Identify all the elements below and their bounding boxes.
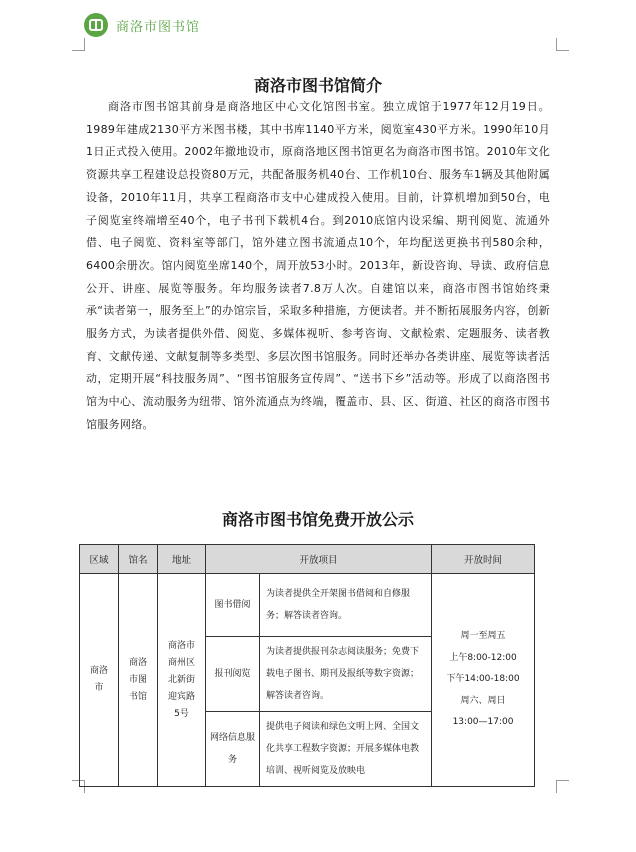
hours-weekday: 周一至周五 [460,631,506,642]
hours-morning: 上午8:00-12:00 [449,652,517,663]
service-content: 为读者提供全开架图书借阅和自修服务；解答读者咨询。 [260,574,432,637]
library-book-icon [84,13,108,37]
margin-mark-top-right [556,38,569,51]
header-items: 开放项目 [206,545,432,574]
header-title: 商洛市图书馆 [116,19,201,35]
open-service-table [79,544,535,787]
intro-paragraph: 商洛市图书馆其前身是商洛地区中心文化馆图书室。独立成馆于1977年12月19日。1989年建成2130平方米图书楼，其中书库1140平方米，阅览室430平方米。1990年10月1日正式投入使用。2002年撤地设市，原商洛地区图书馆更名为商洛市图书馆。2010年文化资源共享工程建设总投资80万元，共配备服务机40台、工作机10台、服务车1辆及其他附属设备，2010年11月，共享工程商洛市支中心建成投入使用。目前，计算机增加到50台，电子阅览室终端增至40个，电子书刊下载机4台。到2010底馆内设采编、期刊阅览、流通外借、电子阅览、资料室等部门，馆外建立图书流通点10个，年均配送更换书刊580余种，6400余册次。馆内阅览坐席140个，周开放53小时。2013年，新设咨询、导读、政府信息公开、讲座、展览等服务。年均服务读者7.8万人次。自建馆以来，商洛市图书馆始终秉承“读者第一，服务至上”的办馆宗旨，采取多种措施，方便读者。并不断拓展服务内容，创新服务方式，为读者提供外借、阅览、多媒体视听、参考咨询、文献检索、定题服务、读者教育、文献传递、文献复制等多类型、多层次图书馆服务。同时还举办各类讲座、展览等读者活动，定期开展“科技服务周”、“图书馆服务宣传周”、“送书下乡”活动等。形成了以商洛图书馆为中心、流动服务为纽带、馆外流通点为终端，覆盖市、县、区、街道、社区的商洛市图书馆服务网络。 [86,100,550,431]
header-hours: 开放时间 [432,545,535,574]
table-row [80,574,535,637]
header-address: 地址 [158,545,206,574]
notice-title: 商洛市图书馆免费开放公示 [221,510,414,529]
address-cell: 商洛市商州区北新街迎宾路5号 [158,574,206,787]
service-content: 为读者提供报刊杂志阅读服务；免费下载电子图书、期刊及报纸等数字资源；解答读者咨询。 [260,637,432,712]
header-district: 区域 [80,545,119,574]
district-cell: 商洛市 [80,574,119,787]
intro-title: 商洛市图书馆简介 [253,76,382,95]
service-item: 网络信息服务 [206,712,260,787]
hours-afternoon: 下午14:00-18:00 [446,674,520,685]
hours-weekend-time: 13:00—17:00 [452,717,514,728]
header-name: 馆名 [119,545,158,574]
service-content: 提供电子阅读和绿色文明上网、全国文化共享工程数字资源；开展多媒体电教培训、视听阅览及放映电 [260,712,432,787]
service-item: 图书借阅 [206,574,260,637]
hours-weekend: 周六、周日 [460,695,506,706]
page-header [84,10,200,40]
service-item: 报刊阅览 [206,637,260,712]
hours-cell [432,574,535,787]
margin-mark-top-left [72,38,85,51]
library-name-cell: 商洛市图书馆 [119,574,158,787]
margin-mark-bottom-right [556,780,569,793]
table-header-row [80,545,535,574]
